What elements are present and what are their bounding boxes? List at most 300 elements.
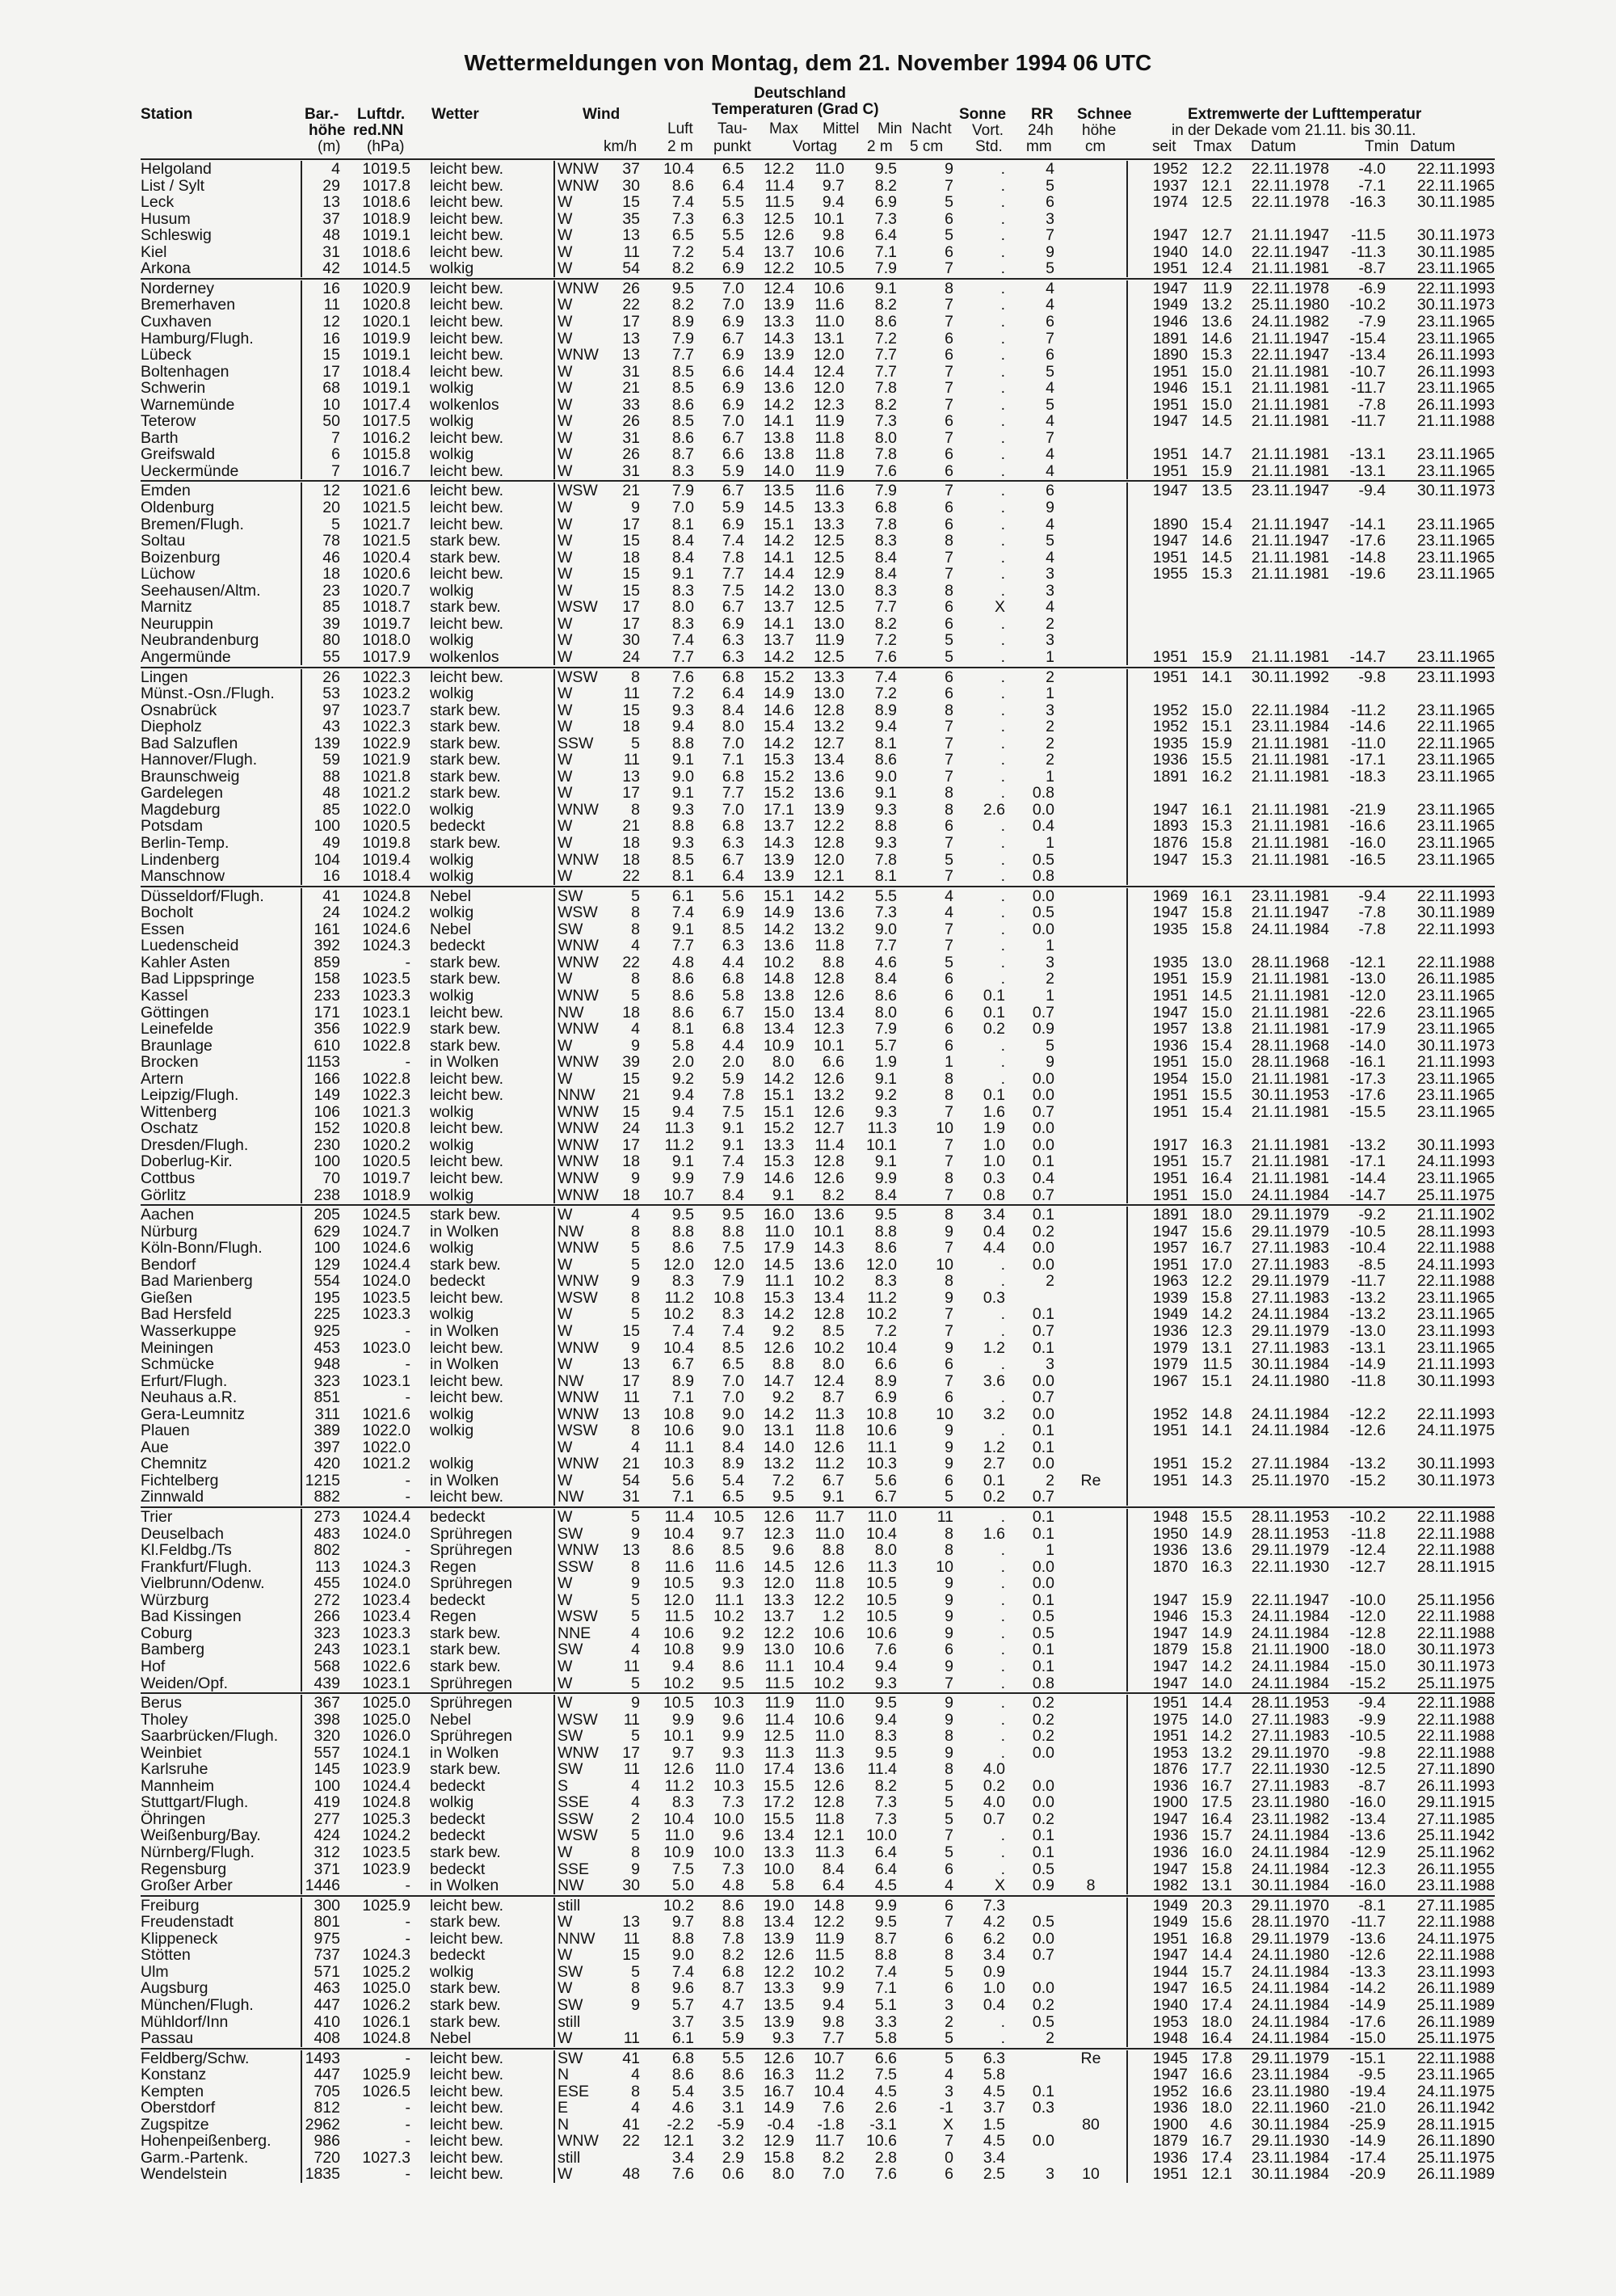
- cell-temp-min-5cm: 6: [945, 1020, 953, 1038]
- cell-sunshine: 2.7: [983, 1455, 1005, 1473]
- cell-station: Cottbus: [141, 1169, 196, 1187]
- cell-wind-direction: W: [558, 296, 573, 314]
- cell-temp-min-5cm: 6: [945, 685, 953, 703]
- cell-record-since: 1949: [1152, 296, 1188, 314]
- cell-temp-air: 10.5: [663, 1694, 694, 1713]
- cell-record-since: 1947: [1152, 532, 1188, 550]
- cell-record-tmin: -16.1: [1349, 1053, 1386, 1072]
- cell-precip-24h: 0.9: [1032, 1877, 1054, 1895]
- cell-temp-mean: 11.7: [814, 2132, 844, 2151]
- table-row: [0, 331, 1616, 348]
- cell-pressure: 1019.7: [362, 1169, 410, 1187]
- cell-pressure: 1023.1: [362, 1371, 410, 1390]
- cell-temp-mean: -1.8: [817, 2115, 844, 2134]
- cell-record-tmax-date: 30.11.1984: [1251, 1355, 1329, 1374]
- cell-baro-height: 10: [322, 395, 340, 414]
- cell-wind-speed: 41: [622, 2115, 640, 2134]
- cell-temp-air: 11.2: [664, 1135, 694, 1154]
- cell-temp-min-5cm: 6: [945, 1979, 953, 1998]
- cell-record-tmax-date: 24.11.1982: [1251, 312, 1329, 331]
- cell-record-tmin-date: 27.11.1985: [1416, 1896, 1495, 1915]
- cell-temp-dewpoint: 7.9: [722, 1272, 744, 1291]
- cell-weather: leicht bew.: [430, 565, 504, 583]
- cell-record-tmin-date: 30.11.1973: [1416, 1471, 1495, 1489]
- cell-record-since: 1957: [1152, 1239, 1188, 1258]
- cell-record-tmin: -25.9: [1349, 2115, 1386, 2134]
- cell-temp-max: 15.2: [764, 1119, 794, 1138]
- cell-record-tmax: 15.0: [1201, 395, 1232, 414]
- cell-temp-air: 8.9: [671, 1371, 694, 1390]
- cell-temp-dewpoint: 8.0: [722, 718, 744, 736]
- cell-sunshine: .: [1000, 279, 1005, 297]
- cell-pressure: -: [405, 953, 410, 971]
- cell-temp-max: 13.6: [764, 379, 794, 398]
- cell-station: Bad Marienberg: [141, 1272, 253, 1291]
- cell-temp-min-2m: 10.6: [866, 1624, 897, 1642]
- cell-record-since: 1945: [1152, 2049, 1188, 2067]
- cell-temp-air: 5.4: [671, 2082, 694, 2100]
- cell-temp-mean: 13.3: [814, 515, 844, 533]
- cell-pressure: 1016.7: [362, 461, 410, 480]
- cell-temp-air: 8.1: [671, 1020, 694, 1038]
- cell-temp-mean: 12.6: [814, 1069, 844, 1088]
- cell-record-tmin: -13.2: [1349, 1288, 1386, 1307]
- cell-temp-mean: 8.8: [822, 953, 844, 971]
- cell-wind-speed: 11: [623, 1710, 640, 1729]
- cell-temp-air: 9.7: [671, 1743, 694, 1762]
- cell-temp-max: 9.1: [772, 1186, 794, 1204]
- cell-record-tmax-date: 24.11.1984: [1251, 1843, 1329, 1861]
- cell-baro-height: 420: [314, 1455, 340, 1473]
- cell-wind-speed: 8: [631, 904, 640, 922]
- cell-weather: leicht bew.: [430, 296, 504, 314]
- table-row: [0, 1844, 1616, 1861]
- cell-temp-dewpoint: 7.3: [722, 1793, 744, 1812]
- cell-temp-dewpoint: 9.1: [722, 1135, 744, 1154]
- cell-temp-min-5cm: 9: [945, 1590, 953, 1609]
- cell-weather: leicht bew.: [430, 209, 504, 228]
- cell-record-since: 1947: [1152, 1590, 1188, 1609]
- table-row: [0, 533, 1616, 550]
- cell-wind-speed: 13: [622, 767, 640, 786]
- table-row: [0, 1071, 1616, 1088]
- cell-weather: bedeckt: [430, 1776, 486, 1795]
- cell-temp-dewpoint: 6.3: [722, 834, 744, 852]
- cell-baro-height: 49: [322, 834, 340, 852]
- cell-record-tmax-date: 21.11.1981: [1251, 412, 1329, 431]
- cell-record-tmax: 15.8: [1201, 904, 1232, 922]
- cell-record-tmin: -17.1: [1349, 751, 1386, 769]
- table-row: [0, 1489, 1616, 1506]
- cell-temp-air: 7.5: [671, 1860, 694, 1878]
- table-row: [0, 1306, 1616, 1323]
- cell-baro-height: 233: [314, 986, 340, 1005]
- cell-record-since: 1891: [1152, 767, 1188, 786]
- table-row: [0, 1914, 1616, 1931]
- table-row: [0, 1931, 1616, 1948]
- table-row: [0, 1964, 1616, 1981]
- cell-pressure: 1026.1: [362, 2012, 410, 2031]
- cell-weather: leicht bew.: [430, 1152, 504, 1171]
- cell-record-tmin-date: 21.11.1902: [1416, 1206, 1495, 1224]
- cell-baro-height: 12: [322, 312, 340, 331]
- cell-temp-min-5cm: 9: [945, 1694, 953, 1713]
- cell-baro-height: 100: [314, 817, 340, 836]
- cell-sunshine: .: [1000, 209, 1005, 228]
- cell-temp-air: 6.8: [671, 2049, 694, 2067]
- cell-sunshine: .: [1000, 817, 1005, 836]
- cell-wind-direction: WNW: [558, 1338, 599, 1357]
- cell-temp-min-2m: 11.1: [867, 1438, 897, 1456]
- cell-record-tmin: -15.0: [1349, 2029, 1386, 2048]
- cell-temp-air: 7.1: [671, 1488, 694, 1506]
- cell-temp-dewpoint: 7.0: [722, 734, 744, 752]
- cell-station: Emden: [141, 482, 191, 500]
- cell-wind-direction: WNW: [558, 1152, 599, 1171]
- cell-temp-mean: 12.3: [814, 1020, 844, 1038]
- cell-precip-24h: 2: [1046, 970, 1054, 988]
- cell-temp-mean: 11.3: [814, 1405, 844, 1423]
- cell-temp-mean: 12.2: [814, 817, 844, 836]
- cell-record-tmin: -14.9: [1349, 1355, 1386, 1374]
- cell-temp-dewpoint: 8.4: [722, 701, 744, 719]
- cell-record-tmax-date: 21.11.1947: [1251, 226, 1329, 245]
- vertical-rule-wind: [553, 1509, 555, 1691]
- cell-sunshine: .: [1000, 850, 1005, 869]
- cell-station: Mannheim: [141, 1776, 215, 1795]
- cell-record-tmin-date: 23.11.1965: [1416, 461, 1495, 480]
- cell-temp-air: 10.8: [663, 1641, 694, 1659]
- cell-temp-mean: 12.6: [814, 1102, 844, 1121]
- cell-pressure: 1023.5: [362, 1288, 410, 1307]
- cell-temp-min-5cm: 7: [945, 395, 953, 414]
- cell-temp-min-5cm: 7: [945, 1186, 953, 1204]
- cell-temp-dewpoint: 6.9: [722, 259, 744, 278]
- cell-station: Dresden/Flugh.: [141, 1135, 249, 1154]
- cell-pressure: -: [405, 2115, 410, 2134]
- cell-baro-height: 925: [314, 1321, 340, 1340]
- cell-temp-dewpoint: 8.6: [722, 1657, 744, 1675]
- vertical-rule-wind: [553, 2050, 555, 2183]
- cell-temp-mean: 11.8: [814, 445, 844, 464]
- cell-baro-height: 948: [314, 1355, 340, 1374]
- cell-temp-dewpoint: 7.8: [722, 1929, 744, 1948]
- cell-sunshine: .: [1000, 296, 1005, 314]
- cell-temp-min-5cm: 8: [945, 581, 953, 600]
- cell-temp-max: 13.9: [764, 2012, 794, 2031]
- cell-record-tmax: 14.0: [1201, 1710, 1232, 1729]
- cell-temp-air: 9.4: [671, 718, 694, 736]
- cell-temp-max: 15.3: [764, 1152, 794, 1171]
- cell-wind-direction: W: [558, 548, 573, 567]
- cell-temp-air: 8.3: [671, 581, 694, 600]
- header-tmin: Tmin: [1365, 138, 1399, 155]
- cell-wind-direction: WNW: [558, 1135, 599, 1154]
- cell-pressure: -: [405, 1929, 410, 1948]
- cell-temp-mean: 11.9: [814, 412, 844, 431]
- cell-record-tmin-date: 22.11.1988: [1416, 1524, 1495, 1543]
- cell-wind-direction: W: [558, 647, 573, 666]
- cell-temp-min-5cm: 8: [945, 532, 953, 550]
- cell-precip-24h: 2: [1046, 718, 1054, 736]
- cell-sunshine: 4.0: [983, 1760, 1005, 1779]
- cell-precip-24h: 4: [1046, 412, 1054, 431]
- cell-temp-dewpoint: 7.5: [722, 1239, 744, 1258]
- cell-temp-min-5cm: 8: [945, 279, 953, 297]
- header-bar1: Bar.-: [305, 106, 339, 123]
- vertical-rule-wind: [553, 161, 555, 277]
- cell-sunshine: .: [1000, 1607, 1005, 1626]
- cell-record-since: 1953: [1152, 2012, 1188, 2031]
- cell-temp-air: 8.6: [671, 2066, 694, 2084]
- cell-station: Brocken: [141, 1053, 199, 1072]
- cell-temp-air: 2.0: [671, 1053, 694, 1072]
- cell-record-tmax: 17.5: [1201, 1793, 1232, 1812]
- cell-pressure: 1022.3: [362, 718, 410, 736]
- cell-weather: stark bew.: [430, 1020, 501, 1038]
- cell-pressure: 1020.6: [362, 565, 410, 583]
- cell-weather: wolkig: [430, 685, 474, 703]
- cell-record-tmax: 15.6: [1201, 1222, 1232, 1241]
- cell-temp-min-2m: 10.4: [866, 1338, 897, 1357]
- cell-precip-24h: 7: [1046, 428, 1054, 447]
- cell-temp-min-2m: 8.4: [874, 565, 897, 583]
- cell-temp-min-2m: 6.4: [874, 226, 897, 245]
- cell-weather: stark bew.: [430, 1760, 501, 1779]
- cell-temp-min-2m: 9.0: [874, 920, 897, 938]
- cell-temp-min-5cm: 6: [945, 1355, 953, 1374]
- cell-temp-min-5cm: 6: [945, 515, 953, 533]
- header-datum1: Datum: [1251, 138, 1296, 155]
- cell-station: Hamburg/Flugh.: [141, 329, 254, 348]
- cell-record-since: 1947: [1152, 1003, 1188, 1022]
- cell-sunshine: 5.8: [983, 2066, 1005, 2084]
- cell-pressure: -: [405, 1355, 410, 1374]
- cell-record-tmax: 15.1: [1201, 1371, 1232, 1390]
- cell-precip-24h: 0.1: [1032, 1305, 1054, 1324]
- cell-sunshine: 1.6: [983, 1524, 1005, 1543]
- cell-record-tmin: -14.7: [1349, 647, 1386, 666]
- cell-temp-max: 13.9: [764, 850, 794, 869]
- cell-temp-mean: 10.6: [814, 279, 844, 297]
- cell-temp-max: 17.9: [764, 1239, 794, 1258]
- cell-wind-direction: WNW: [558, 176, 599, 195]
- cell-record-since: 1900: [1152, 2115, 1188, 2134]
- cell-temp-air: 7.2: [671, 242, 694, 261]
- cell-pressure: 1023.3: [362, 986, 410, 1005]
- cell-temp-max: 12.6: [764, 226, 794, 245]
- cell-temp-air: 8.5: [671, 379, 694, 398]
- cell-baro-height: 16: [322, 279, 340, 297]
- cell-record-tmax-date: 22.11.1978: [1251, 176, 1329, 195]
- cell-temp-min-2m: 8.3: [874, 1727, 897, 1746]
- cell-wind-speed: 17: [622, 515, 640, 533]
- cell-temp-air: 9.7: [671, 1913, 694, 1932]
- cell-temp-min-5cm: 7: [945, 718, 953, 736]
- cell-record-tmax: 16.0: [1201, 1843, 1232, 1861]
- cell-station: Greifswald: [141, 445, 216, 464]
- cell-record-since: 1957: [1152, 1020, 1188, 1038]
- cell-station: Seehausen/Altm.: [141, 581, 261, 600]
- cell-temp-min-5cm: 7: [945, 176, 953, 195]
- cell-station: Tholey: [141, 1710, 188, 1729]
- cell-wind-direction: SW: [558, 1524, 583, 1543]
- cell-temp-mean: 12.8: [814, 834, 844, 852]
- cell-temp-air: 11.3: [664, 1119, 694, 1138]
- cell-sunshine: 4.2: [983, 1913, 1005, 1932]
- cell-wind-direction: WSW: [558, 904, 598, 922]
- cell-wind-direction: N: [558, 2115, 570, 2134]
- cell-precip-24h: 4: [1046, 296, 1054, 314]
- cell-record-since: 1952: [1152, 718, 1188, 736]
- cell-record-since: 1951: [1152, 1169, 1188, 1187]
- cell-sunshine: 1.5: [983, 2115, 1005, 2134]
- cell-temp-dewpoint: 6.9: [722, 515, 744, 533]
- cell-sunshine: .: [1000, 1590, 1005, 1609]
- cell-temp-mean: 13.4: [814, 751, 844, 769]
- cell-temp-max: 9.6: [772, 1541, 794, 1560]
- table-row: [0, 1005, 1616, 1022]
- cell-temp-max: 14.4: [764, 565, 794, 583]
- cell-pressure: 1021.8: [362, 767, 410, 786]
- cell-weather: Sprühregen: [430, 1541, 512, 1560]
- cell-temp-max: 12.5: [764, 1727, 794, 1746]
- cell-weather: bedeckt: [430, 1272, 486, 1291]
- cell-weather: Sprühregen: [430, 1524, 512, 1543]
- cell-wind-speed: 30: [622, 176, 640, 195]
- cell-record-since: 1974: [1152, 193, 1188, 212]
- cell-record-tmin-date: 23.11.1993: [1416, 1321, 1495, 1340]
- cell-temp-air: 9.5: [671, 279, 694, 297]
- table-row: [0, 1472, 1616, 1489]
- cell-baro-height: 166: [314, 1069, 340, 1088]
- cell-record-tmax-date: 30.11.1953: [1251, 1086, 1329, 1105]
- cell-record-tmin-date: 22.11.1988: [1416, 1710, 1495, 1729]
- cell-temp-air: 10.4: [663, 160, 694, 178]
- cell-wind-speed: 30: [622, 1877, 640, 1895]
- cell-baro-height: 26: [322, 668, 340, 686]
- cell-station: Doberlug-Kir.: [141, 1152, 233, 1171]
- cell-precip-24h: 7: [1046, 329, 1054, 348]
- cell-record-tmin: -19.6: [1349, 565, 1386, 583]
- cell-station: Lindenberg: [141, 850, 220, 869]
- cell-temp-min-5cm: 4: [945, 1877, 953, 1895]
- cell-record-tmin-date: 26.11.1985: [1416, 970, 1495, 988]
- header-tau2: punkt: [713, 138, 751, 155]
- cell-temp-dewpoint: 10.8: [713, 1288, 744, 1307]
- cell-temp-min-2m: 8.9: [874, 701, 897, 719]
- cell-precip-24h: 4: [1046, 279, 1054, 297]
- cell-temp-min-5cm: 9: [945, 1743, 953, 1762]
- cell-station: Meiningen: [141, 1338, 213, 1357]
- cell-pressure: 1025.0: [362, 1710, 410, 1729]
- cell-temp-min-5cm: 7: [945, 259, 953, 278]
- cell-record-tmax: 15.1: [1201, 718, 1232, 736]
- cell-wind-direction: NW: [558, 1488, 584, 1506]
- header-min: Min: [877, 120, 903, 137]
- cell-wind-speed: 8: [631, 1288, 640, 1307]
- cell-record-since: 1949: [1152, 1305, 1188, 1324]
- cell-temp-dewpoint: 9.5: [722, 1674, 744, 1692]
- cell-record-tmax-date: 24.11.1984: [1251, 1657, 1329, 1675]
- cell-record-tmax: 15.7: [1201, 1152, 1232, 1171]
- cell-temp-mean: 11.2: [814, 2066, 844, 2084]
- cell-record-tmax-date: 22.11.1947: [1251, 242, 1329, 261]
- cell-wind-speed: 22: [622, 296, 640, 314]
- cell-temp-dewpoint: 8.5: [722, 1541, 744, 1560]
- cell-baro-height: 455: [314, 1574, 340, 1593]
- cell-temp-min-5cm: 8: [945, 1760, 953, 1779]
- cell-record-tmin-date: 30.11.1985: [1416, 242, 1495, 261]
- cell-precip-24h: 5: [1046, 532, 1054, 550]
- cell-station: Cuxhaven: [141, 312, 212, 331]
- cell-temp-min-2m: 9.3: [874, 1102, 897, 1121]
- cell-record-since: 1949: [1152, 1896, 1188, 1915]
- cell-temp-min-5cm: 5: [945, 631, 953, 650]
- cell-record-tmin: -13.6: [1349, 1826, 1386, 1845]
- cell-temp-min-5cm: 8: [945, 1946, 953, 1965]
- cell-sunshine: .: [1000, 1843, 1005, 1861]
- cell-temp-max: 15.1: [764, 1086, 794, 1105]
- cell-wind-speed: 11: [623, 1760, 640, 1779]
- cell-record-since: 1951: [1152, 1694, 1188, 1713]
- cell-temp-mean: 11.0: [814, 1694, 844, 1713]
- cell-record-tmin-date: 22.11.1988: [1416, 1541, 1495, 1560]
- table-row: [0, 280, 1616, 297]
- cell-baro-height: 70: [322, 1169, 340, 1187]
- cell-station: Aachen: [141, 1206, 195, 1224]
- table-row: [0, 835, 1616, 852]
- cell-record-tmin-date: 23.11.1965: [1416, 767, 1495, 786]
- cell-record-tmin-date: 30.11.1973: [1416, 296, 1495, 314]
- cell-wind-speed: 4: [631, 1624, 640, 1642]
- cell-record-tmax-date: 23.11.1982: [1251, 1809, 1329, 1828]
- table-row: [0, 2014, 1616, 2031]
- cell-record-tmin: -16.5: [1349, 850, 1386, 869]
- cell-sunshine: .: [1000, 461, 1005, 480]
- cell-wind-speed: 4: [631, 1020, 640, 1038]
- cell-sunshine: 0.7: [983, 1809, 1005, 1828]
- cell-record-tmax-date: 21.11.1981: [1251, 800, 1329, 819]
- cell-temp-mean: 11.4: [814, 1135, 844, 1154]
- cell-station: Lüchow: [141, 565, 196, 583]
- cell-pressure: 1021.6: [362, 482, 410, 500]
- cell-temp-min-2m: 6.9: [874, 1388, 897, 1407]
- cell-station: Deuselbach: [141, 1524, 224, 1543]
- cell-record-since: 1893: [1152, 817, 1188, 836]
- cell-sunshine: .: [1000, 668, 1005, 686]
- cell-record-tmin-date: 23.11.1965: [1416, 2066, 1495, 2084]
- cell-wind-direction: W: [558, 867, 573, 886]
- cell-pressure: 1023.2: [362, 685, 410, 703]
- cell-wind-speed: 9: [631, 1036, 640, 1055]
- table-row: [0, 921, 1616, 938]
- cell-precip-24h: 2: [1046, 1471, 1054, 1489]
- cell-wind-speed: 8: [631, 668, 640, 686]
- cell-pressure: 1021.5: [362, 499, 410, 516]
- cell-wind-speed: 13: [622, 226, 640, 245]
- cell-record-tmin-date: 22.11.1993: [1416, 920, 1495, 938]
- table-row: [0, 2117, 1616, 2134]
- cell-precip-24h: 5: [1046, 1036, 1054, 1055]
- cell-record-tmax-date: 21.11.1947: [1251, 532, 1329, 550]
- cell-temp-mean: 12.6: [814, 1557, 844, 1576]
- cell-wind-speed: 4: [631, 2066, 640, 2084]
- cell-temp-min-2m: 8.2: [874, 296, 897, 314]
- cell-weather: stark bew.: [430, 751, 501, 769]
- cell-record-tmax: 15.3: [1201, 1607, 1232, 1626]
- cell-wind-direction: W: [558, 970, 573, 988]
